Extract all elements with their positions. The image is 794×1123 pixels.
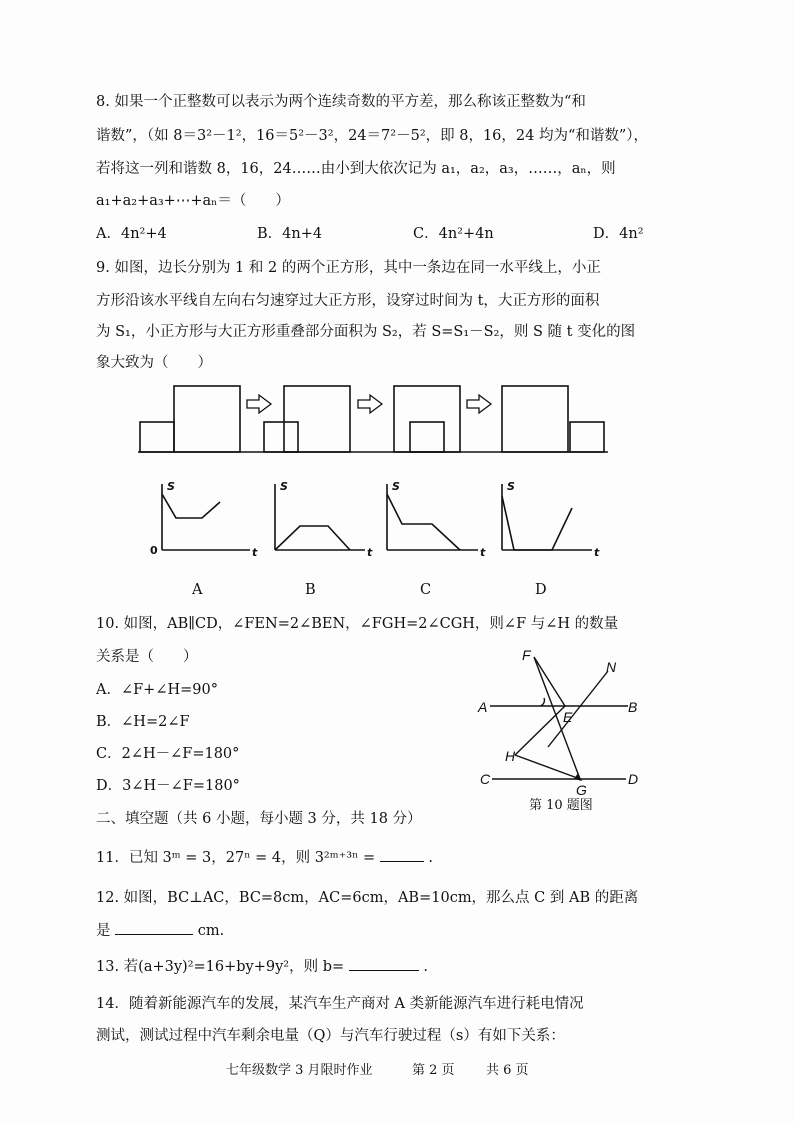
- q8-option-c: C．4n²+4n: [413, 226, 494, 242]
- q10-figure: [470, 645, 650, 795]
- q9-line1: 9. 如图，边长分别为 1 和 2 的两个正方形，其中一条边在同一水平线上，小正: [96, 260, 601, 276]
- q12-prefix: 是: [96, 923, 111, 939]
- label-e: E: [563, 709, 573, 725]
- q11-answer-blank[interactable]: [380, 861, 424, 862]
- right-arrow-icon: [247, 395, 271, 413]
- graph-label-d: D: [535, 582, 547, 598]
- q9-squares-figure: [130, 382, 620, 462]
- label-n: N: [606, 659, 617, 675]
- q14-line2: 测试，测试过程中汽车剩余电量（Q）与汽车行驶过程（s）有如下关系：: [96, 1028, 565, 1044]
- graph-label-a: A: [192, 582, 203, 598]
- q11-end: .: [428, 850, 433, 866]
- axis-t-label: t: [594, 546, 600, 559]
- q10-option-c: C．2∠H－∠F=180°: [96, 746, 240, 762]
- q9-line4: 象大致为（ ）: [96, 355, 212, 371]
- q8-option-b: B．4n+4: [257, 226, 323, 242]
- q9-graphs: [140, 478, 610, 568]
- q10-option-d: D．3∠H－∠F=180°: [96, 778, 240, 794]
- q12-line1: 12. 如图，BC⊥AC，BC=8cm，AC=6cm，AB=10cm，那么点 C 到 AB 的距离: [96, 890, 639, 906]
- axis-t-label: t: [367, 546, 373, 559]
- small-square: [140, 422, 174, 452]
- axis-s-label: S: [507, 480, 515, 493]
- section2-heading: 二、填空题（共 6 小题，每小题 3 分，共 18 分）: [96, 811, 422, 827]
- angle-arc: [540, 698, 544, 706]
- line-hn: [548, 671, 608, 747]
- right-arrow-icon: [467, 395, 491, 413]
- large-square: [394, 386, 460, 452]
- label-a: A: [478, 699, 488, 715]
- label-d: D: [628, 771, 639, 787]
- q8-line3: 若将这一列和谐数 8，16，24……由小到大依次记为 a₁，a₂，a₃，……，aₙ，则: [96, 161, 616, 177]
- axis-s-label: S: [167, 480, 175, 493]
- large-square: [502, 386, 568, 452]
- q12-answer-blank[interactable]: [115, 934, 193, 935]
- q13-text: 13. 若(a+3y)²=16+by+9y²，则 b=: [96, 959, 345, 975]
- origin-label: 0: [150, 544, 158, 557]
- small-square: [264, 422, 298, 452]
- q8-line2: 谐数”，（如 8＝3²－1²，16＝5²－3²，24＝7²－5²，即 8，16，24 均为“和谐数”），: [96, 128, 649, 144]
- small-square: [570, 422, 604, 452]
- graph-b: [275, 484, 365, 550]
- label-h: H: [505, 748, 516, 764]
- label-b: B: [628, 699, 638, 715]
- label-f: F: [522, 647, 531, 663]
- line-he: [515, 706, 565, 755]
- q13-end: .: [423, 959, 428, 975]
- q10-figure-caption: 第 10 题图: [529, 798, 593, 813]
- right-arrow-icon: [358, 395, 382, 413]
- q8-option-d: D．4n²: [593, 226, 644, 242]
- large-square: [284, 386, 350, 452]
- graph-d: [502, 484, 592, 550]
- q13: [96, 960, 428, 975]
- q10-option-a: A．∠F+∠H=90°: [96, 682, 218, 698]
- small-square: [410, 422, 444, 452]
- q8-line1: 8. 如果一个正整数可以表示为两个连续奇数的平方差，那么称该正整数为“和: [96, 94, 586, 110]
- q12-unit: cm.: [197, 923, 225, 939]
- large-square: [174, 386, 240, 452]
- graph-a: [162, 484, 250, 550]
- line-fg: [534, 657, 580, 779]
- axis-s-label: S: [392, 480, 400, 493]
- q10-line2: 关系是（ ）: [96, 649, 198, 665]
- axis-t-label: t: [252, 546, 258, 559]
- graph-c: [387, 484, 478, 550]
- footer-title: 七年级数学 3 月限时作业: [226, 1063, 373, 1078]
- q9-line2: 方形沿该水平线自左向右匀速穿过大正方形，设穿过时间为 t，大正方形的面积: [96, 293, 600, 309]
- q10-line1: 10. 如图，AB∥CD，∠FEN=2∠BEN，∠FGH=2∠CGH，则∠F 与∠H 的数量: [96, 616, 619, 632]
- q8-option-a: A．4n²+4: [96, 226, 167, 242]
- q11-text: 11．已知 3ᵐ = 3，27ⁿ = 4，则 3²ᵐ⁺³ⁿ =: [96, 850, 376, 866]
- label-c: C: [480, 771, 491, 787]
- q9-line3: 为 S₁，小正方形与大正方形重叠部分面积为 S₂，若 S=S₁－S₂，则 S 随 t 变化的图: [96, 324, 636, 340]
- q11: [96, 851, 433, 866]
- axis-s-label: S: [280, 480, 288, 493]
- axis-t-label: t: [480, 546, 486, 559]
- q12-line2: [96, 924, 224, 939]
- q10-option-b: B．∠H=2∠F: [96, 714, 190, 730]
- footer-page: 第 2 页: [412, 1063, 455, 1078]
- footer-total: 共 6 页: [486, 1063, 529, 1078]
- graph-label-c: C: [420, 582, 432, 598]
- q14-line1: 14．随着新能源汽车的发展，某汽车生产商对 A 类新能源汽车进行耗电情况: [96, 996, 584, 1012]
- line-hg: [515, 755, 580, 779]
- q13-answer-blank[interactable]: [349, 970, 419, 971]
- graph-label-b: B: [305, 582, 316, 598]
- q8-line4: a₁+a₂+a₃+⋯+aₙ＝（ ）: [96, 193, 290, 209]
- label-g: G: [576, 782, 587, 798]
